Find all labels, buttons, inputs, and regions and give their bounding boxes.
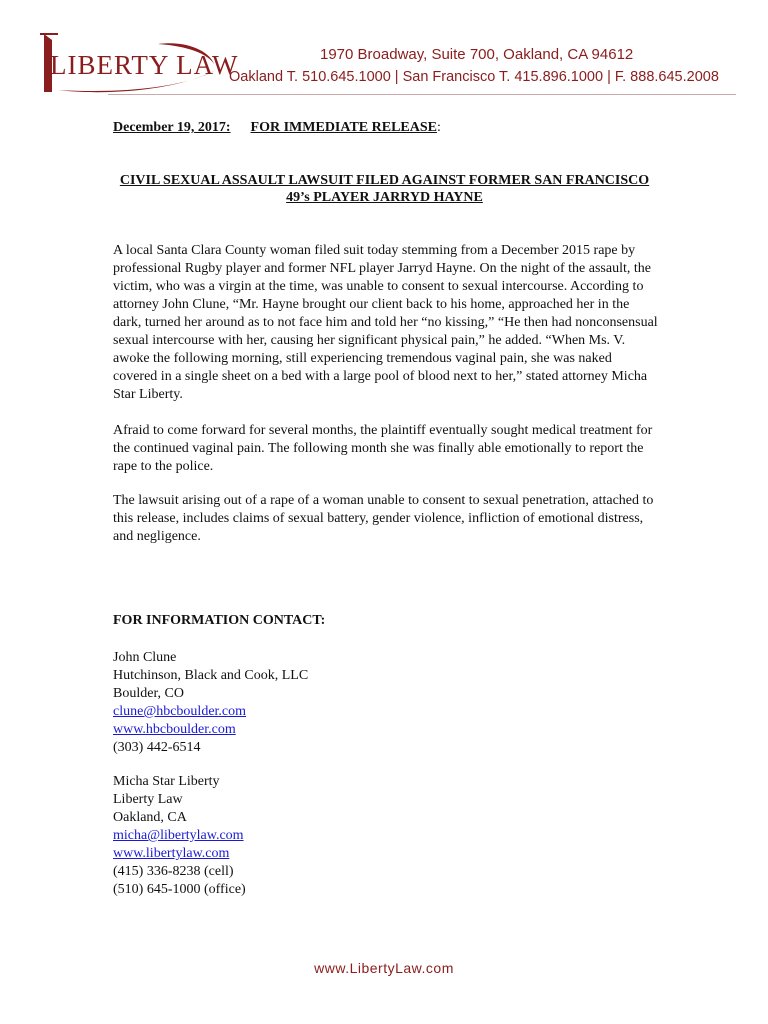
release-line (113, 120, 441, 136)
contact-john-clune (113, 649, 308, 757)
release-date: December 19, 2017: (113, 120, 231, 135)
contact-email-link[interactable]: clune@hbcboulder.com (113, 704, 247, 719)
contact-name: John Clune (113, 650, 177, 665)
contact-website-link[interactable]: www.libertylaw.com (113, 846, 230, 861)
paragraph-1: A local Santa Clara County woman filed suit today stemming from a December 2015 rape by professional Rugby player and former NFL player Jarryd Hayne. On the night of the assault, the victim, who was a virgin at the time, was unable to consent to sexual intercourse. According to attorney John Clune, “Mr. Hayne brought our client back to his home, approached her in the dark, turned her around as to not face him and told her “no kissing,” “He then had nonconsensual sexual intercourse with her, causing her significant physical pain,” he added. “When Ms. V. awoke the following morning, still experiencing tremendous vaginal pain, she was naked covered in a single sheet on a bed with a large pool of blood next to her,” stated attorney Micha Star Liberty. (113, 243, 658, 402)
contact-location: Oakland, CA (113, 810, 187, 825)
release-label: FOR IMMEDIATE RELEASE (250, 120, 437, 135)
contact-firm: Liberty Law (113, 792, 183, 807)
header-phone-numbers: Oakland T. 510.645.1000 | San Francisco T. 415.896.1000 | F. 888.645.2008 (229, 69, 719, 85)
release-colon: : (436, 120, 441, 135)
contact-location: Boulder, CO (113, 686, 184, 701)
contact-heading: FOR INFORMATION CONTACT: (113, 613, 326, 628)
contact-phone-cell: (415) 336-8238 (cell) (113, 864, 234, 879)
contact-website-link[interactable]: www.hbcboulder.com (113, 722, 236, 737)
header-divider (108, 94, 736, 95)
contact-phone-office: (510) 645-1000 (office) (113, 882, 246, 897)
contact-name: Micha Star Liberty (113, 774, 220, 789)
paragraph-3: The lawsuit arising out of a rape of a woman unable to consent to sexual penetration, attached to this release, includes claims of sexual battery, gender violence, infliction of emotional distress, and negligence. (113, 493, 654, 544)
header-address: 1970 Broadway, Suite 700, Oakland, CA 94612 (320, 46, 634, 63)
contact-phone: (303) 442-6514 (113, 740, 201, 755)
logo-text: LIBERTY LAW (50, 50, 239, 80)
headline: CIVIL SEXUAL ASSAULT LAWSUIT FILED AGAINST FORMER SAN FRANCISCO 49’s PLAYER JARRYD HAYNE (119, 173, 650, 205)
contact-email-link[interactable]: micha@libertylaw.com (113, 828, 244, 843)
contact-firm: Hutchinson, Black and Cook, LLC (113, 668, 309, 683)
liberty-law-logo (38, 30, 239, 100)
contact-micha-star-liberty (113, 773, 246, 899)
footer-website[interactable]: www.LibertyLaw.com (314, 960, 454, 976)
paragraph-2: Afraid to come forward for several months, the plaintiff eventually sought medical treatment for the continued vaginal pain. The following month she was finally able emotionally to report the rape to the police. (113, 423, 653, 474)
